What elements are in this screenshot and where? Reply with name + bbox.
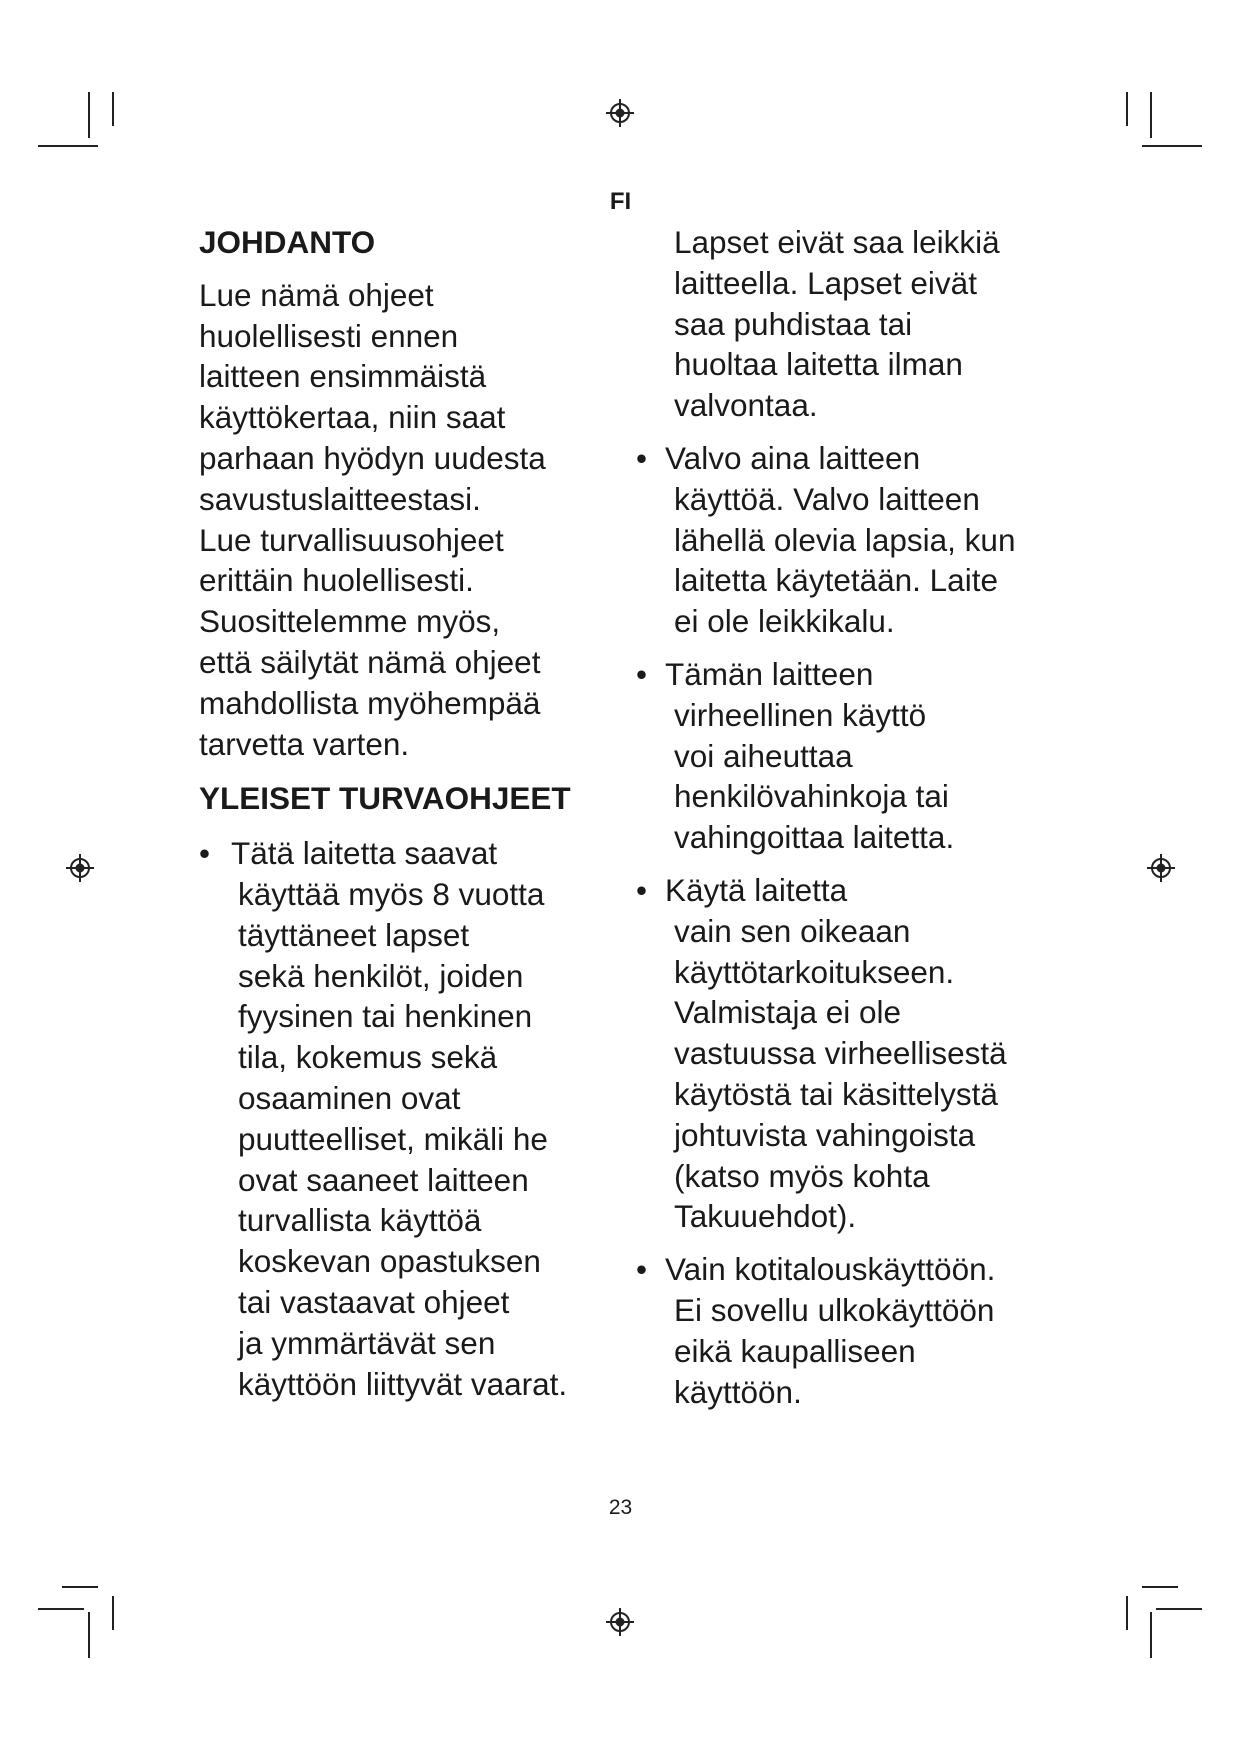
bullet-continuation: Lapset eivät saa leikkiä laitteella. Lapset eivät saa puhdistaa tai huoltaa laitetta ilman valvontaa. <box>674 224 1000 424</box>
list-item-body: käyttää myös 8 vuotta täyttäneet lapset sekä henkilöt, joiden fyysinen tai henkinen tila, kokemus sekä osaaminen ovat puutteelliset, mikäli he ovat saaneet laitteen turvallista käyttöä koskevan opastuksen tai vastaavat ohjeet ja ymmärtävät sen käyttöön liittyvät vaarat. <box>238 875 568 1402</box>
registration-mark-left-icon <box>65 853 95 883</box>
safety-heading: YLEISET TURVAOHJEET <box>199 780 571 817</box>
list-item <box>636 1249 1066 1412</box>
crop-mark-bottom-left-v1 <box>88 1612 90 1658</box>
intro-heading: JOHDANTO <box>199 224 376 260</box>
list-item-first-line: Tämän laitteen <box>665 655 874 692</box>
list-item <box>636 654 1066 858</box>
list-item <box>199 833 619 1404</box>
left-column <box>199 222 619 1416</box>
crop-mark-top-left-v1 <box>88 92 90 138</box>
list-item-first-line: Vain kotitalouskäyttöön. <box>665 1251 996 1288</box>
safety-list-left <box>199 833 619 1404</box>
crop-mark-bottom-left-h <box>38 1608 84 1610</box>
list-item <box>636 438 1066 642</box>
crop-mark-top-left-v2 <box>112 92 114 126</box>
crop-mark-bottom-left-v2 <box>112 1596 114 1630</box>
crop-mark-top-left-h <box>38 145 98 147</box>
list-item-first-line: Käytä laitetta <box>665 871 848 908</box>
crop-mark-top-right-h <box>1142 145 1202 147</box>
registration-mark-right-icon <box>1146 853 1176 883</box>
list-item-first-line: Tätä laitetta saavat <box>231 835 498 872</box>
crop-mark-bottom-right-v2 <box>1126 1596 1128 1630</box>
registration-mark-bottom-icon <box>605 1607 635 1637</box>
list-item-first-line: Valvo aina laitteen <box>665 439 921 476</box>
list-item-body: käyttöä. Valvo laitteen lähellä olevia lapsia, kun laitetta käytetään. Laite ei ole leikkikalu. <box>674 480 1016 640</box>
list-item <box>636 870 1066 1237</box>
list-item-body: virheellinen käyttö voi aiheuttaa henkilövahinkoja tai vahingoittaa laitetta. <box>674 696 955 856</box>
crop-mark-top-right-v2 <box>1126 92 1128 126</box>
intro-section <box>199 275 619 765</box>
list-item-body: vain sen oikeaan käyttötarkoitukseen. Valmistaja ei ole vastuussa virheellisestä käytöstä tai käsittelystä johtuvista vahingoista (katso myös kohta Takuuehdot). <box>674 912 1007 1235</box>
crop-mark-bottom-right-h <box>1156 1608 1202 1610</box>
crop-mark-bottom-right-h2 <box>1142 1586 1178 1588</box>
right-column <box>636 222 1066 1424</box>
registration-mark-top-icon <box>605 98 635 128</box>
language-code: FI <box>609 188 632 215</box>
list-item-body: Ei sovellu ulkokäyttöön eikä kaupalliseen käyttöön. <box>674 1291 995 1410</box>
crop-mark-bottom-right-v1 <box>1150 1612 1152 1658</box>
page-number: 23 <box>608 1496 633 1519</box>
safety-list-right <box>636 438 1066 1412</box>
intro-paragraph: Lue nämä ohjeet huolellisesti ennen laitteen ensimmäistä käyttökertaa, niin saat parhaan hyödyn uudesta savustuslaitteestasi. Lue turvallisuusohjeet erittäin huolellisesti. Suosittelemme myös, että säilytät nämä ohjeet mahdollista myöhempää tarvetta varten. <box>199 276 546 762</box>
crop-mark-bottom-left-h2 <box>62 1586 98 1588</box>
crop-mark-top-right-v1 <box>1150 92 1152 138</box>
